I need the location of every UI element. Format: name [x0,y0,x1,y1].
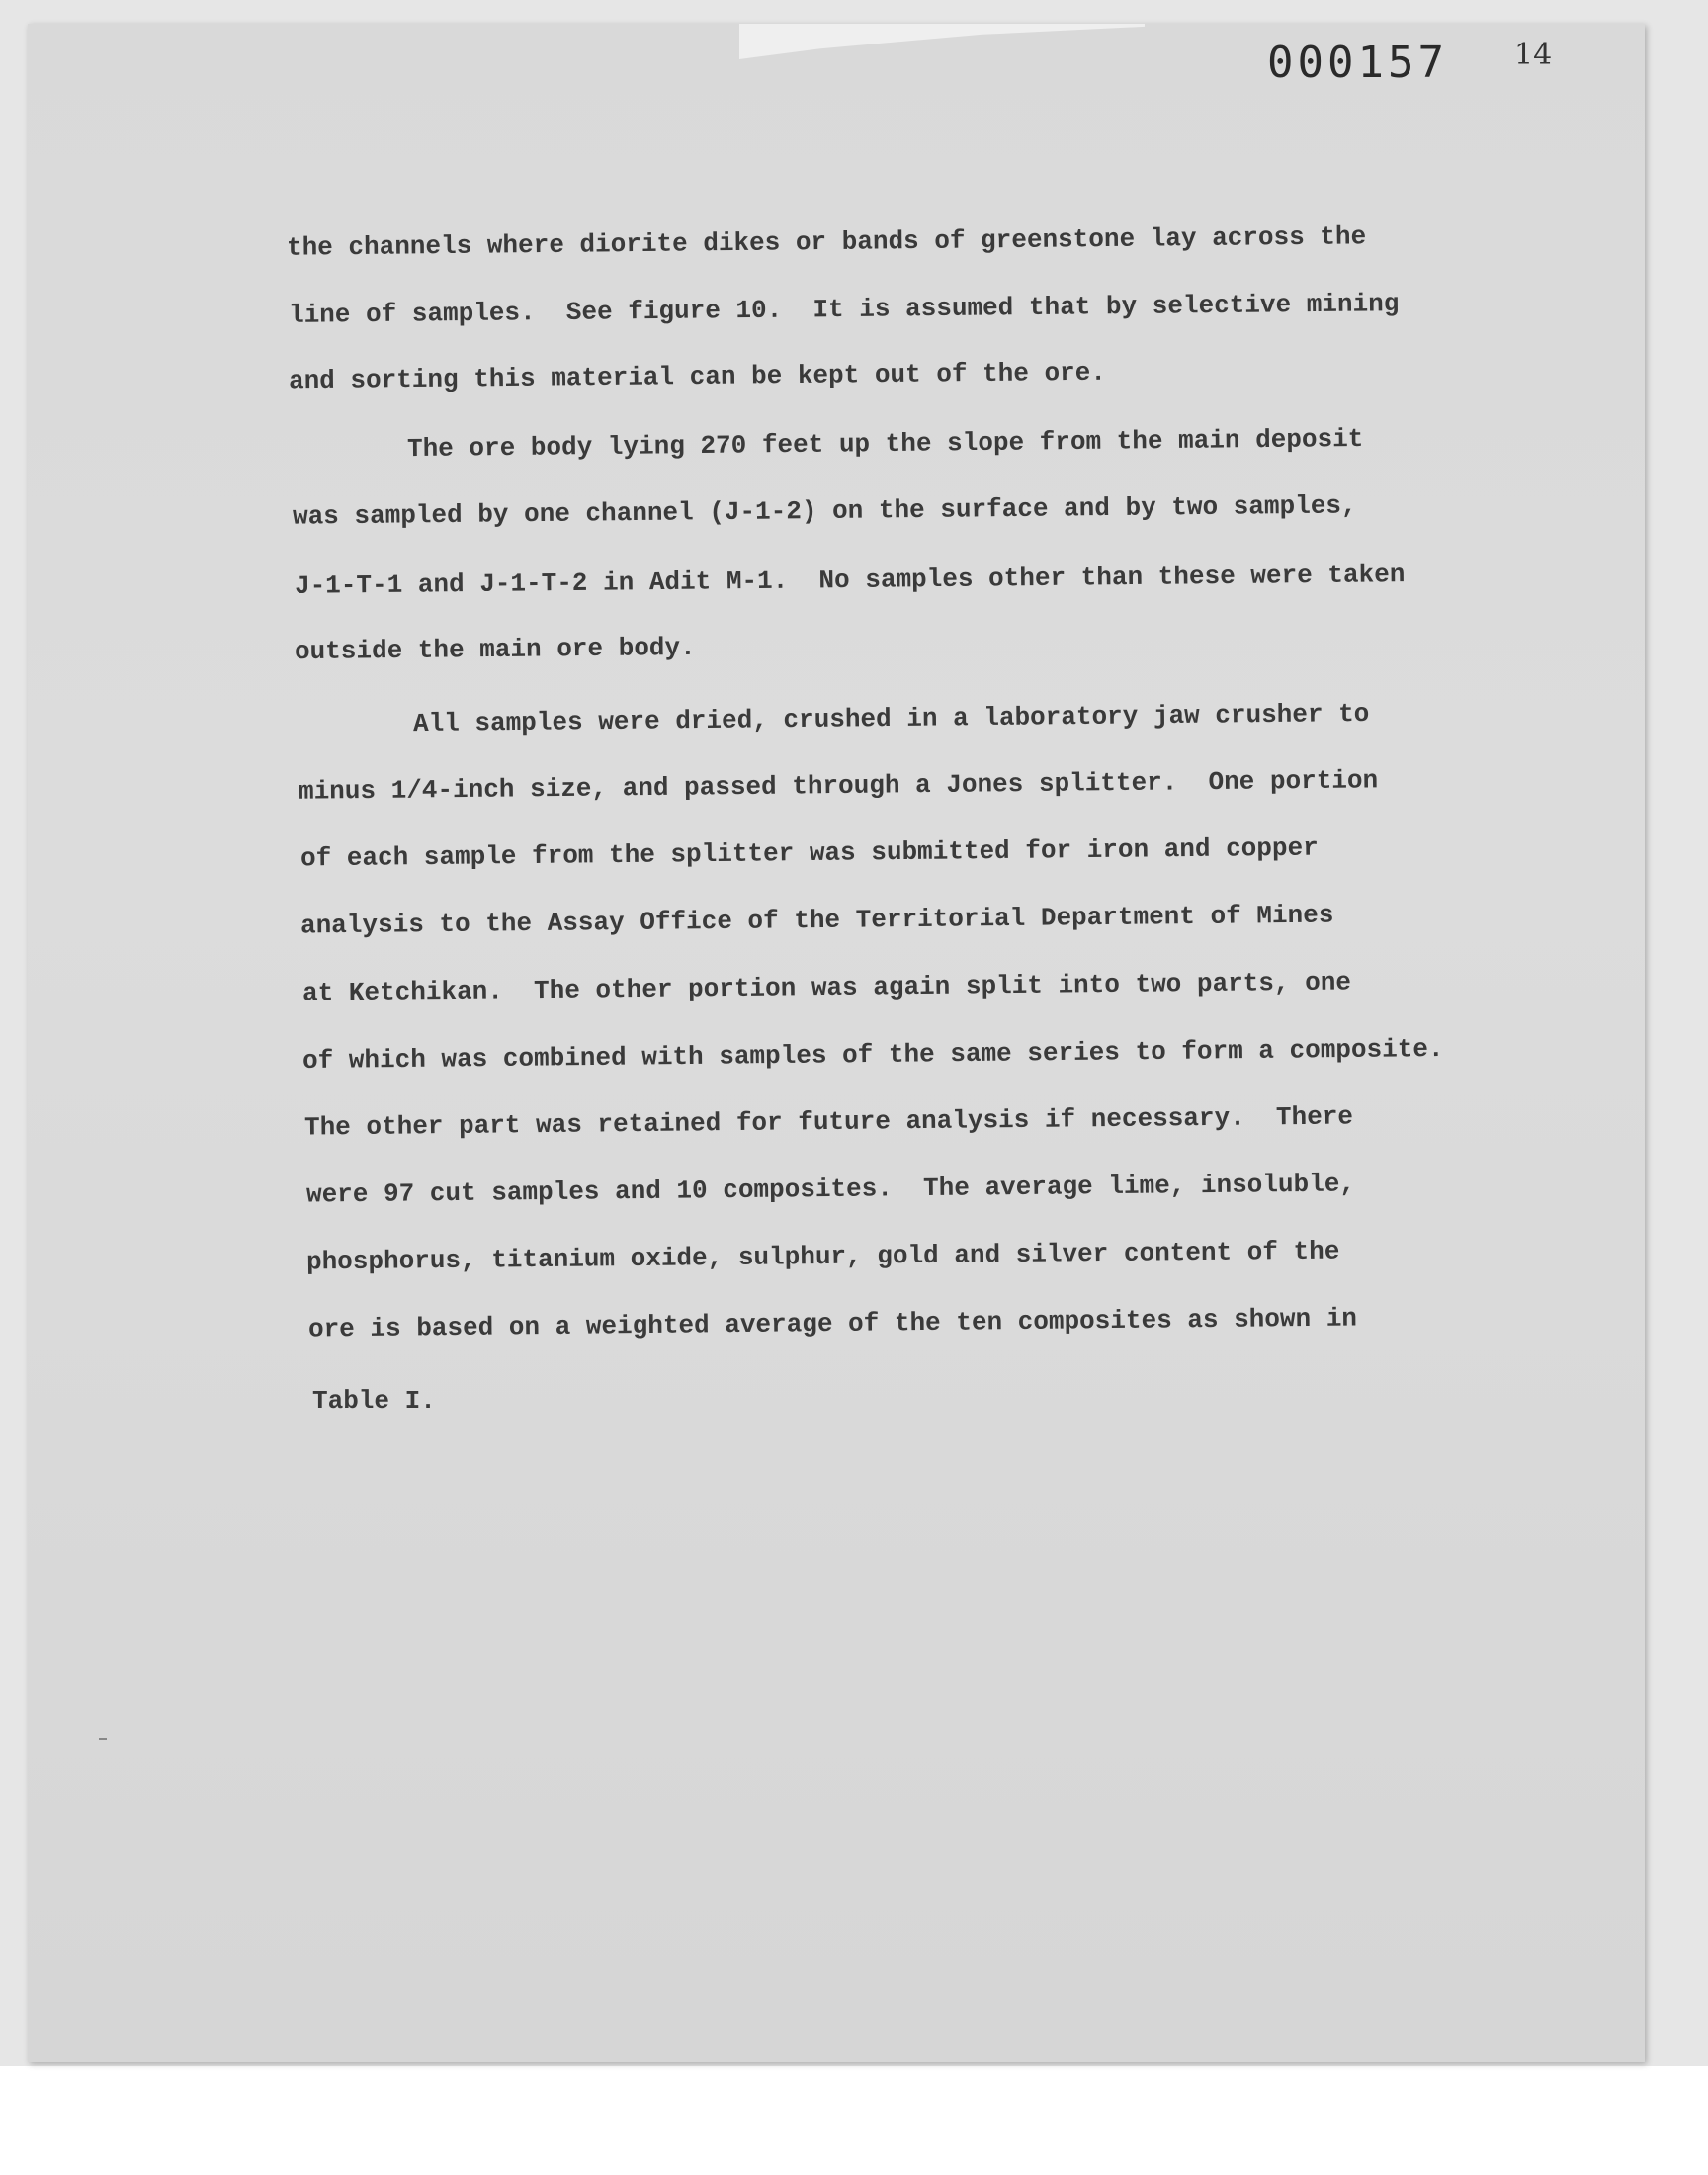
stray-ink-mark [99,1738,107,1740]
body-line: the channels where diorite dikes or bands of greenstone lay across the [286,221,1367,263]
body-line: The ore body lying 270 feet up the slope from the main deposit [406,423,1364,465]
body-line: was sampled by one channel (J-1-2) on the surface and by two samples, [292,490,1357,532]
body-line: line of samples. See figure 10. It is assumed that by selective mining [288,289,1400,330]
document-id-stamp: 000157 [1267,38,1448,88]
body-line: Table I. [312,1386,436,1416]
body-line: analysis to the Assay Office of the Territorial Department of Mines [299,900,1334,941]
body-line: J-1-T-1 and J-1-T-2 in Adit M-1. No samples other than these were taken [294,560,1406,601]
body-line: of each sample from the splitter was submitted for iron and copper [299,832,1319,874]
body-line: All samples were dried, crushed in a laboratory jaw crusher to [412,698,1370,740]
body-line: of which was combined with samples of the same series to form a composite. [301,1033,1444,1077]
body-line: were 97 cut samples and 10 composites. The average lime, insoluble, [305,1169,1356,1210]
body-line: phosphorus, titanium oxide, sulphur, gold and silver content of the [305,1236,1340,1277]
body-line: outside the main ore body. [294,632,696,667]
torn-corner [739,24,1145,59]
body-line: at Ketchikan. The other portion was again split into two parts, one [301,967,1352,1008]
body-line: minus 1/4-inch size, and passed through a Jones splitter. One portion [298,765,1379,807]
page-number: 14 [1514,38,1553,72]
body-line: and sorting this material can be kept out of the ore. [288,357,1107,396]
body-line: The other part was retained for future analysis if necessary. There [303,1101,1354,1143]
body-line: ore is based on a weighted average of the ten composites as shown in [307,1303,1358,1345]
